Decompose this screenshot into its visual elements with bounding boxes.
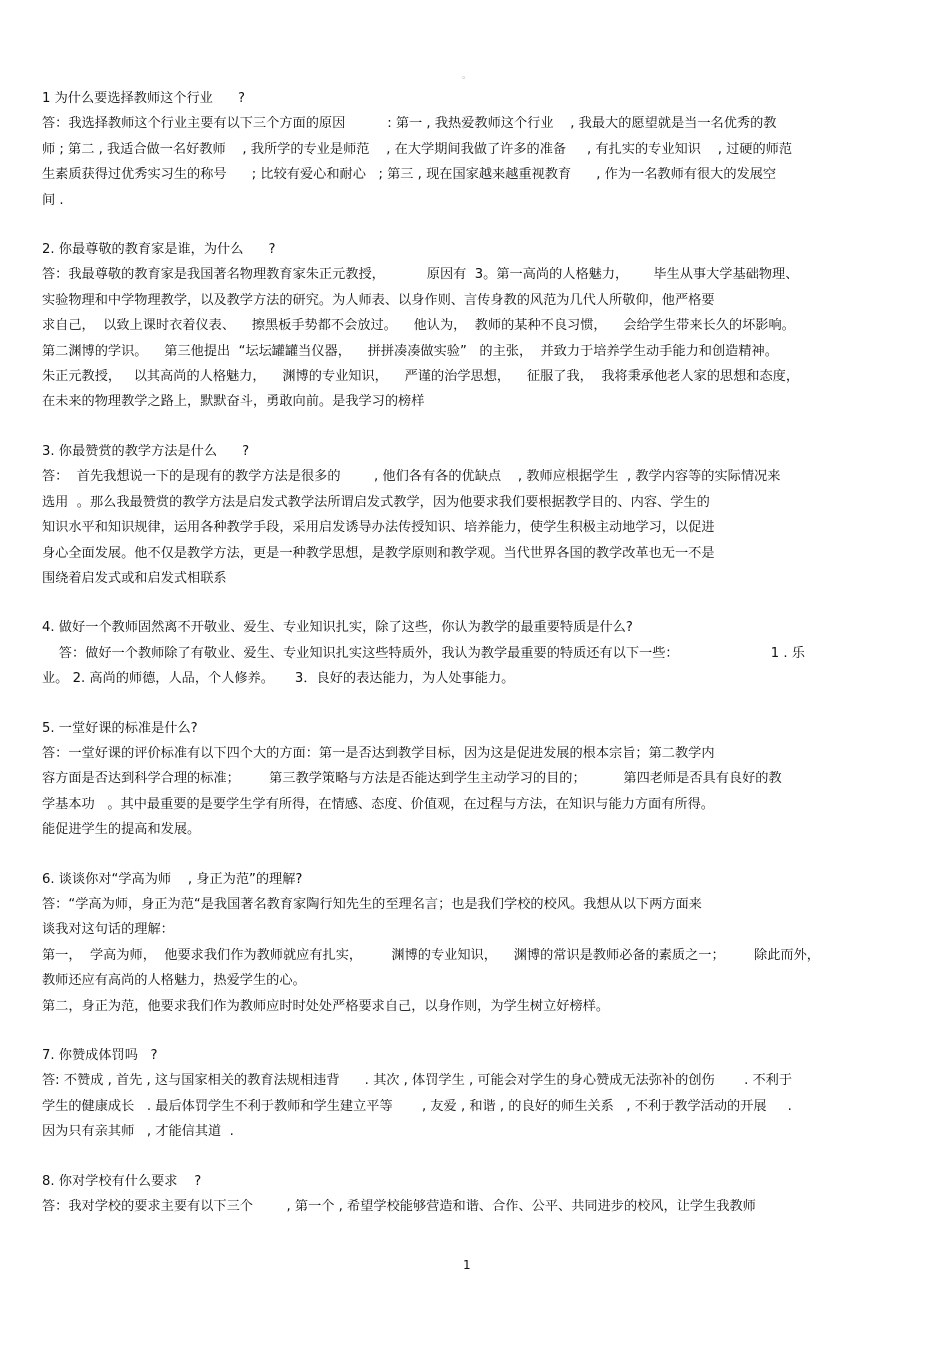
answer-2-line-3: 求自己， 以致上课时衣着仪表、 擦黑板手势都不会放过。 他认为， 教师的某种不良习惯， 会给学生带来长久的坏影响。: [42, 318, 795, 334]
question-5: 5. 一堂好课的标准是什么?: [42, 720, 198, 736]
answer-3-line-3: 知识水平和知识规律，运用各种教学手段，采用启发诱导办法传授知识、培养能力，使学生积极主动地学习，以促进: [42, 520, 715, 536]
answer-2-line-5: 朱正元教授， 以其高尚的人格魅力， 渊博的专业知识， 严谨的治学思想， 征服了我， 我将秉承他老人家的思想和态度，: [42, 369, 800, 385]
answer-3-line-1: 答： 首先我想说一下的是现有的教学方法是很多的 , 他们各有各的优缺点 , 教师应根据学生 , 教学内容等的实际情况来: [42, 469, 781, 485]
question-7: 7. 你赞成体罚吗 ?: [42, 1048, 158, 1063]
answer-6-line-4: 教师还应有高尚的人格魅力，热爱学生的心。: [42, 973, 306, 989]
top-mark: 。: [462, 71, 472, 81]
qa-section-1: [42, 86, 892, 213]
question-2: 2. 你最尊敬的教育家是谁，为什么 ?: [42, 242, 276, 258]
answer-6-line-1: 答：“学高为师，身正为范“是我国著名教育家陶行知先生的至理名言；也是我们学校的校风。我想从以下两方面来: [42, 896, 702, 912]
answer-5-line-3: 学基本功 。其中最重要的是要学生学有所得，在情感、态度、价值观，在过程与方法，在知识与能力方面有所得。: [42, 796, 714, 812]
answer-3-line-5: 围绕着启发式或和启发式相联系: [42, 570, 227, 586]
answer-1-line-1: 答：我选择教师这个行业主要有以下三个方面的原因 : 第一 , 我热爱教师这个行业 , 我最大的愿望就是当一名优秀的教: [42, 116, 777, 132]
answer-7-line-1: 答: 不赞成 , 首先 , 这与国家相关的教育法规相违背 . 其次 , 体罚学生 , 可能会对学生的身心赞成无法弥补的创伤 . 不利于: [42, 1073, 793, 1089]
qa-section-7: [42, 1043, 892, 1145]
qa-section-8: [42, 1169, 892, 1220]
answer-8-line-1: 答：我对学校的要求主要有以下三个 , 第一个 , 希望学校能够营造和谐、合作、公平、共同进步的校风，让学生我教师: [42, 1199, 756, 1215]
question-1: 1 为什么要选择教师这个行业 ?: [42, 91, 245, 106]
question-4: 4. 做好一个教师固然离不开敬业、爱生、专业知识扎实，除了这些，你认为教学的最重要特质是什么?: [42, 620, 633, 636]
question-3: 3. 你最赞赏的教学方法是什么 ?: [42, 443, 250, 459]
answer-4-line-1: 答：做好一个教师除了有敬业、爱生、专业知识扎实这些特质外，我认为教学最重要的特质还有以下一些： 1 . 乐: [42, 645, 805, 661]
page-number: 1: [463, 1258, 471, 1272]
question-6: 6. 谈谈你对“学高为师 , 身正为范”的理解?: [42, 871, 303, 887]
answer-5-line-1: 答：一堂好课的评价标准有以下四个大的方面：第一是否达到教学目标，因为这是促进发展的根本宗旨；第二教学内: [42, 745, 715, 761]
answer-6-line-3: 第一， 学高为师， 他要求我们作为教师就应有扎实， 渊博的专业知识， 渊博的常识是教师必备的素质之一； 除此而外，: [42, 947, 820, 963]
answer-2-line-1: 答：我最尊敬的教育家是我国著名物理教育家朱正元教授， 原因有 3。第一高尚的人格魅力， 毕生从事大学基础物理、: [42, 267, 799, 283]
answer-7-line-3: 因为只有亲其师 , 才能信其道 .: [42, 1124, 234, 1140]
answer-1-line-2: 师 ; 第二 , 我适合做一名好教师 , 我所学的专业是师范 , 在大学期间我做了许多的准备 , 有扎实的专业知识 , 过硬的师范: [42, 141, 793, 157]
answer-6-line-5: 第二，身正为范，他要求我们作为教师应时时处处严格要求自己，以身作则，为学生树立好榜样。: [42, 998, 610, 1014]
answer-3-line-4: 身心全面发展。他不仅是教学方法，更是一种教学思想，是教学原则和教学观。当代世界各国的教学改革也无一不是: [42, 545, 715, 561]
answer-2-line-4: 第二渊博的学识。 第三他提出 “坛坛罐罐当仪器， 拼拼凑凑做实验” 的主张， 并致力于培养学生动手能力和创造精神。: [42, 343, 778, 359]
answer-7-line-2: 学生的健康成长 . 最后体罚学生不利于教师和学生建立平等 , 友爱 , 和谐 , 的良好的师生关系 , 不利于教学活动的开展 .: [42, 1098, 792, 1114]
answer-1-line-4: 间 .: [42, 192, 64, 208]
document-body: [42, 86, 892, 1243]
answer-5-line-4: 能促进学生的提高和发展。: [42, 822, 201, 838]
answer-3-line-2: 选用 。那么我最赞赏的教学方法是启发式教学法所谓启发式教学，因为他要求我们要根据教学目的、内容、学生的: [42, 494, 710, 510]
qa-section-4: [42, 615, 892, 691]
qa-section-6: [42, 867, 892, 1019]
answer-6-line-2: 谈我对这句话的理解：: [42, 922, 174, 938]
qa-section-3: [42, 439, 892, 591]
qa-section-5: [42, 716, 892, 843]
answer-4-line-2: 业。 2. 高尚的师德，人品，个人修养。 3．良好的表达能力，为人处事能力。: [42, 671, 515, 687]
answer-5-line-2: 容方面是否达到科学合理的标准； 第三教学策略与方法是否能达到学生主动学习的目的； 第四老师是否具有良好的教: [42, 771, 782, 787]
answer-2-line-6: 在未来的物理教学之路上，默默奋斗，勇敢向前。是我学习的榜样: [42, 394, 425, 410]
qa-section-2: [42, 237, 892, 415]
answer-2-line-2: 实验物理和中学物理教学，以及教学方法的研究。为人师表、以身作则、言传身教的风范为几代人所敬仰，他严格要: [42, 292, 715, 308]
answer-1-line-3: 生素质获得过优秀实习生的称号 ; 比较有爱心和耐心 ; 第三 , 现在国家越来越重视教育 , 作为一名教师有很大的发展空: [42, 167, 777, 183]
question-8: 8. 你对学校有什么要求 ?: [42, 1173, 202, 1189]
